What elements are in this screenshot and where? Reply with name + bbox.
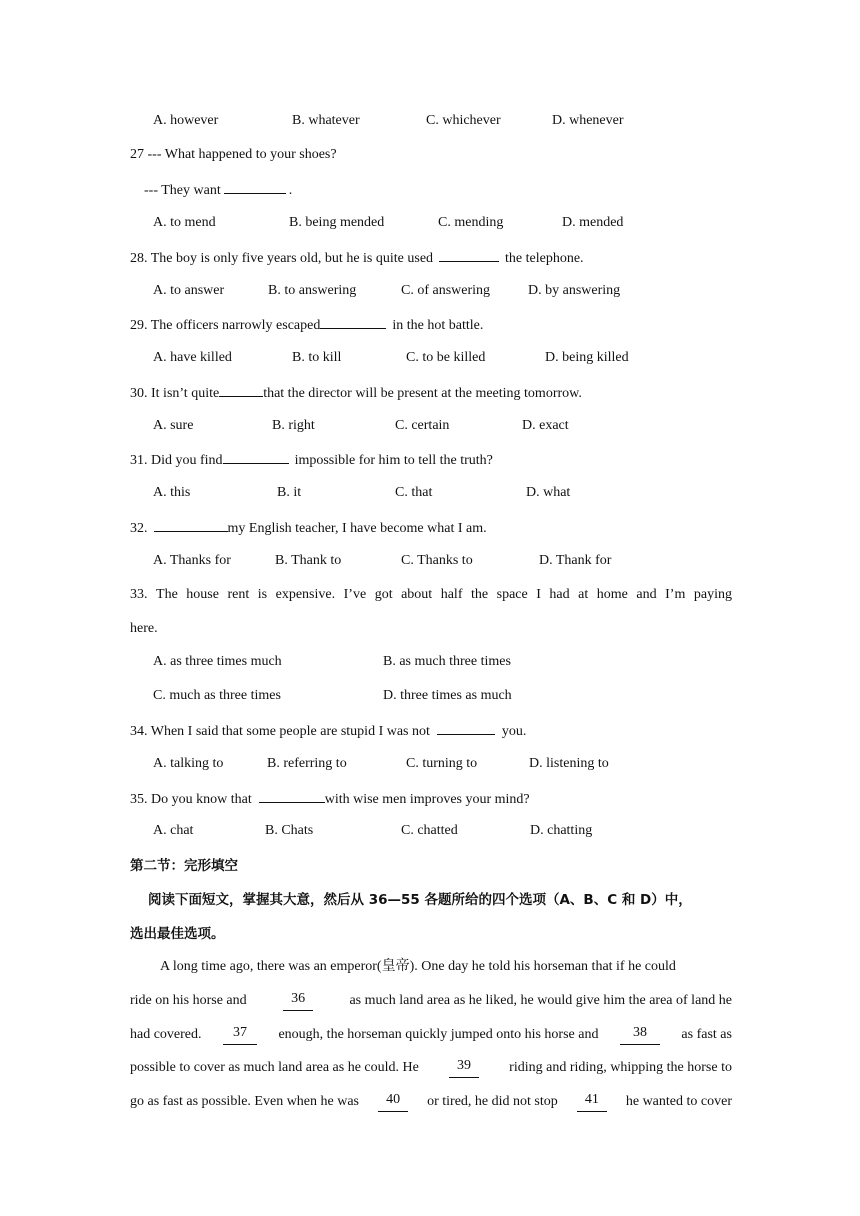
passage-line3	[130, 1025, 732, 1045]
q34-blank	[437, 720, 495, 735]
q35-blank	[259, 788, 325, 803]
passage-text: riding and riding, whipping the horse to	[509, 1060, 732, 1075]
q28-option-a: A. to answer	[153, 283, 225, 298]
q32-stem-after: my English teacher, I have become what I am.	[227, 521, 487, 536]
blank-37: 37	[223, 1025, 257, 1045]
q28-option-d: D. by answering	[528, 283, 621, 298]
passage-text: as fast as	[681, 1027, 732, 1042]
q30-stem-before: 30. It isn’t quite	[130, 386, 220, 401]
q34-stem-before: 34. When I said that some people are stupid I was not	[130, 724, 430, 739]
blank-38: 38	[620, 1025, 660, 1045]
q26-option-d: D. whenever	[552, 113, 624, 128]
q26-option-b: B. whatever	[292, 113, 360, 128]
passage-text: ride on his horse and	[130, 993, 247, 1008]
q33-stem-line1	[130, 585, 732, 605]
q34-option-a: A. talking to	[153, 756, 224, 771]
q32-option-a: A. Thanks for	[153, 553, 231, 568]
q33-word: I	[536, 587, 541, 602]
section-instruction-line1: 阅读下面短文，掌握其大意，然后从 36—55 各题所给的四个选项（A、B、C 和 D）中，	[148, 892, 692, 908]
q33-word: house	[186, 587, 219, 602]
q33-word: and	[636, 587, 657, 602]
q33-option-d: D. three times as much	[383, 688, 512, 703]
q29-blank	[320, 314, 386, 329]
q33-word: home	[596, 587, 628, 602]
q26-option-c: C. whichever	[426, 113, 501, 128]
passage-text: possible to cover as much land area as he could. He	[130, 1060, 419, 1075]
q28-option-b: B. to answering	[268, 283, 357, 298]
q33-word: space	[496, 587, 528, 602]
q33-option-c: C. much as three times	[153, 688, 281, 703]
q29-option-c: C. to be killed	[406, 350, 486, 365]
q27-reply-prefix: --- They want	[144, 183, 221, 198]
q32-stem	[130, 517, 487, 539]
blank-41: 41	[577, 1092, 607, 1112]
q33-word: about	[401, 587, 433, 602]
q33-word: I’ve	[343, 587, 367, 602]
q29-option-a: A. have killed	[153, 350, 232, 365]
q31-stem-after: impossible for him to tell the truth?	[294, 453, 493, 468]
q32-stem-before: 32.	[130, 521, 148, 536]
q28-stem-before: 28. The boy is only five years old, but he is quite used	[130, 251, 434, 266]
q26-option-a: A. however	[153, 113, 219, 128]
q31-stem	[130, 449, 493, 471]
q33-word: expensive.	[275, 587, 336, 602]
q30-option-c: C. certain	[395, 418, 450, 433]
q27-option-b: B. being mended	[289, 215, 385, 230]
q27-option-d: D. mended	[562, 215, 624, 230]
q30-option-a: A. sure	[153, 418, 194, 433]
q29-stem-before: 29. The officers narrowly escaped	[130, 318, 321, 333]
passage-text: he wanted to cover	[625, 1094, 732, 1109]
q31-option-d: D. what	[526, 485, 571, 500]
q29-stem-after: in the hot battle.	[392, 318, 484, 333]
q33-option-b: B. as much three times	[383, 654, 511, 669]
passage-text: had covered.	[130, 1027, 202, 1042]
q27-blank	[224, 179, 286, 194]
q27-option-c: C. mending	[438, 215, 504, 230]
q33-word: The	[156, 587, 178, 602]
q28-stem-after: the telephone.	[505, 251, 584, 266]
q30-stem	[130, 382, 582, 404]
q32-blank	[154, 517, 228, 532]
q33-word: I’m	[665, 587, 686, 602]
passage-line5	[130, 1092, 732, 1112]
q35-option-c: C. chatted	[401, 823, 458, 838]
q33-word: at	[578, 587, 589, 602]
q30-stem-after: that the director will be present at the meeting tomorrow.	[263, 386, 582, 401]
q33-word: had	[549, 587, 570, 602]
q31-stem-before: 31. Did you find	[130, 453, 223, 468]
q28-stem	[130, 247, 584, 269]
blank-40: 40	[378, 1092, 408, 1112]
q30-blank	[219, 382, 263, 397]
q34-option-b: B. referring to	[267, 756, 347, 771]
q27-stem: 27 --- What happened to your shoes?	[130, 147, 337, 162]
q33-word: the	[471, 587, 489, 602]
q35-stem-before: 35. Do you know that	[130, 792, 252, 807]
q31-option-a: A. this	[153, 485, 191, 500]
passage-text: go as fast as possible. Even when he was	[130, 1094, 360, 1109]
q32-option-d: D. Thank for	[539, 553, 612, 568]
q31-blank	[223, 449, 289, 464]
passage-text: enough, the horseman quickly jumped onto his horse and	[278, 1027, 599, 1042]
q29-option-b: B. to kill	[292, 350, 342, 365]
q30-option-d: D. exact	[522, 418, 569, 433]
q32-option-b: B. Thank to	[275, 553, 342, 568]
q33-word: rent	[227, 587, 250, 602]
q33-word: half	[440, 587, 463, 602]
q27-reply-suffix: .	[288, 183, 293, 198]
q35-stem	[130, 788, 530, 810]
q34-option-d: D. listening to	[529, 756, 609, 771]
q34-stem-after: you.	[501, 724, 527, 739]
passage-line1: A long time ago, there was an emperor(皇帝). One day he told his horseman that if he could	[160, 959, 676, 974]
blank-39: 39	[449, 1058, 479, 1078]
q34-option-c: C. turning to	[406, 756, 478, 771]
q32-option-c: C. Thanks to	[401, 553, 473, 568]
q29-stem	[130, 314, 483, 336]
q28-option-c: C. of answering	[401, 283, 491, 298]
q35-option-b: B. Chats	[265, 823, 314, 838]
q33-word: paying	[693, 587, 732, 602]
q35-stem-after: with wise men improves your mind?	[324, 792, 530, 807]
blank-36: 36	[283, 991, 313, 1011]
q33-stem-line2: here.	[130, 621, 158, 636]
passage-text: as much land area as he liked, he would give him the area of land he	[349, 993, 732, 1008]
q33-word: 33.	[130, 587, 148, 602]
passage-line2	[130, 991, 732, 1011]
q27-reply	[144, 179, 292, 201]
q35-option-a: A. chat	[153, 823, 194, 838]
section-heading: 第二节：完形填空	[130, 858, 238, 874]
q31-option-b: B. it	[277, 485, 302, 500]
q35-option-d: D. chatting	[530, 823, 593, 838]
q33-option-a: A. as three times much	[153, 654, 282, 669]
q27-option-a: A. to mend	[153, 215, 216, 230]
q29-option-d: D. being killed	[545, 350, 629, 365]
q33-word: is	[257, 587, 268, 602]
q31-option-c: C. that	[395, 485, 433, 500]
q30-option-b: B. right	[272, 418, 315, 433]
q28-blank	[439, 247, 499, 262]
passage-text: or tired, he did not stop	[427, 1094, 558, 1109]
section-instruction-line2: 选出最佳选项。	[130, 926, 225, 942]
passage-line4	[130, 1058, 732, 1078]
q33-word: got	[374, 587, 393, 602]
q34-stem	[130, 720, 526, 742]
